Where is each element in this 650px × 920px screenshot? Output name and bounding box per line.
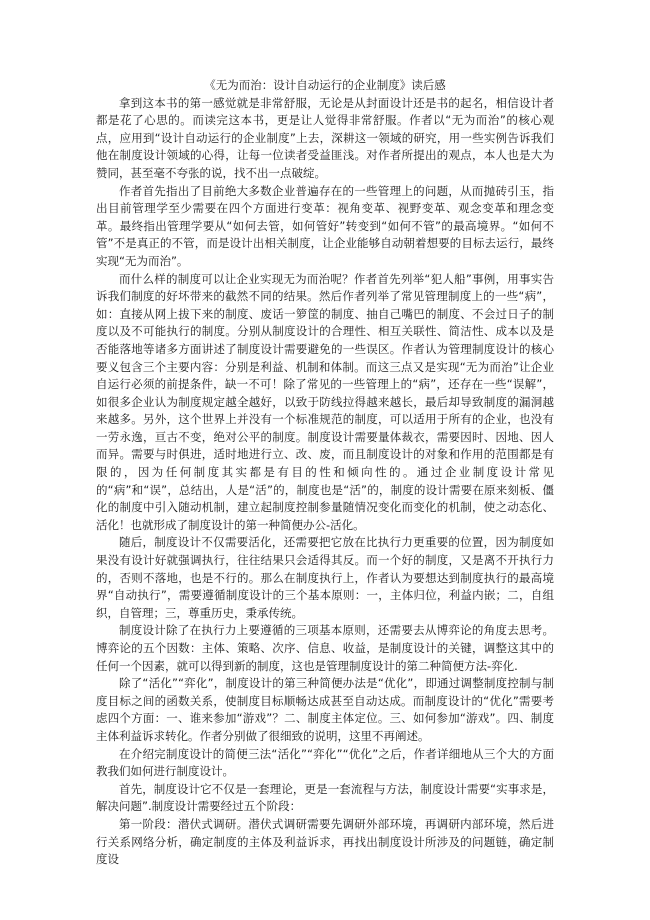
- document-body: [96, 77, 554, 869]
- paragraph: 首先，制度设计它不仅是一套理论，更是一套流程与方法，制度设计需要“实事求是，解决问题”.制度设计需要经过五个阶段：: [96, 781, 554, 814]
- document-title: 《无为而治：设计自动运行的企业制度》读后感: [204, 78, 446, 92]
- paragraph: 第一阶段：潜伏式调研。潜伏式调研需要先调研外部环境，再调研内部环境，然后进行关系网络分析，确定制度的主体及利益诉求，再找出制度设计所涉及的问题链，确定制度设: [96, 816, 554, 867]
- paragraph: 作者首先指出了目前绝大多数企业普遍存在的一些管理上的问题，从而抛砖引玉，指出目前管理学至少需要在四个方面进行变革：视角变革、视野变革、观念变革和理念变革。最终指出管理学要从“如何去管，如何管好”转变到“如何不管”的最高境界。“如何不管”不是真正的不管，而是设计出相关制度，让企业能够自动朝着想要的目标去运行，最终实现“无为而治”。: [96, 183, 554, 268]
- paragraph: 制度设计除了在执行力上要遵循的三项基本原则，还需要去从博弈论的角度去思考。博弈论的五个因数：主体、策略、次序、信息、收益，是制度设计的关键，调整这其中的任何一个因素，就可以得到新的制度，这也是管理制度设计的第二种简便方法-弈化.: [96, 623, 554, 673]
- paragraph: 随后，制度设计不仅需要活化，还需要把它放在比执行力更重要的位置，因为制度如果没有设计好就强调执行，往往结果只会适得其反。而一个好的制度，又是离不开执行力的，否则不落地，也是不行的。那么在制度执行上，作者认为要想达到制度执行的最高境界“自动执行”，需要遵循制度设计的三个基本原则：一，主体归位，利益内嵌；二，自组织，自管理；三，尊重历史，秉承传统。: [96, 535, 554, 620]
- paragraph: 除了“活化”“弈化”，制度设计的第三种简便办法是“优化”，即通过调整制度控制与制度目标之间的函数关系，使制度目标顺畅达成甚至自动达成。而制度设计的“优化”需要考虑四个方面：一、谁来参加“游戏”？二、制度主体定位。三、如何参加“游戏”。四、制度主体利益诉求转化。作者分别做了很细致的说明，这里不再阐述。: [96, 676, 554, 743]
- paragraph: 拿到这本书的第一感觉就是非常舒服，无论是从封面设计还是书的起名，相信设计者都是花了心思的。而读完这本书，更是让人觉得非常舒服。作者以“无为而治”的核心观点，应用到“设计自动运行的企业制度”上去，深耕这一领域的研究，用一些实例告诉我们他在制度设计领域的心得，让每一位读者受益匪浅。对作者所提出的观点，本人也是大为赞同，甚至毫不夸张的说，找不出一点破绽。: [96, 95, 554, 180]
- paragraph: 而什么样的制度可以让企业实现无为而治呢？作者首先列举“犯人船”事例，用事实告诉我们制度的好坏带来的截然不同的结果。然后作者列举了常见管理制度上的一些“病”，如：直接从网上拔下来的制度、废话一箩筐的制度、抽自己嘴巴的制度、不会过日子的制度以及不可能执行的制度。分别从制度设计的合理性、相互关联性、简洁性、成本以及是否能落地等诸多方面讲述了制度设计需要避免的一些误区。作者认为管理制度设计的核心要义包含三个主要内容：分别是利益、机制和体制。而这三点又是实现“无为而治”让企业自运行必须的前提条件，缺一不可！除了常见的一些管理上的“病”，还存在一些“误解”，如很多企业认为制度规定越全越好，以致于防线拉得越来越长，最后却导致制度的漏洞越来越多。另外，这个世界上并没有一个标准规范的制度，可以适用于所有的企业，也没有一劳永逸，亘古不变，绝对公平的制度。制度设计需要量体裁衣，需要因时、因地、因人而异。需要与时俱进，适时地进行立、改、废，而且制度设计的对象和作用的范围都是有限的，因为任何制度其实都是有目的性和倾向性的。通过企业制度设计常见的“病”和“误”，总结出，人是“活”的，制度也是“活”的，制度的设计需要在原来刻板、僵化的制度中引入随动机制，建立起制度控制参量随情况变化而变化的机制，使之动态化、活化！也就形成了制度设计的第一种简便办公-活化。: [96, 271, 554, 532]
- paragraph: 在介绍完制度设计的简便三法“活化”“弈化”“优化”之后，作者详细地从三个大的方面教我们如何进行制度设计。: [96, 746, 554, 779]
